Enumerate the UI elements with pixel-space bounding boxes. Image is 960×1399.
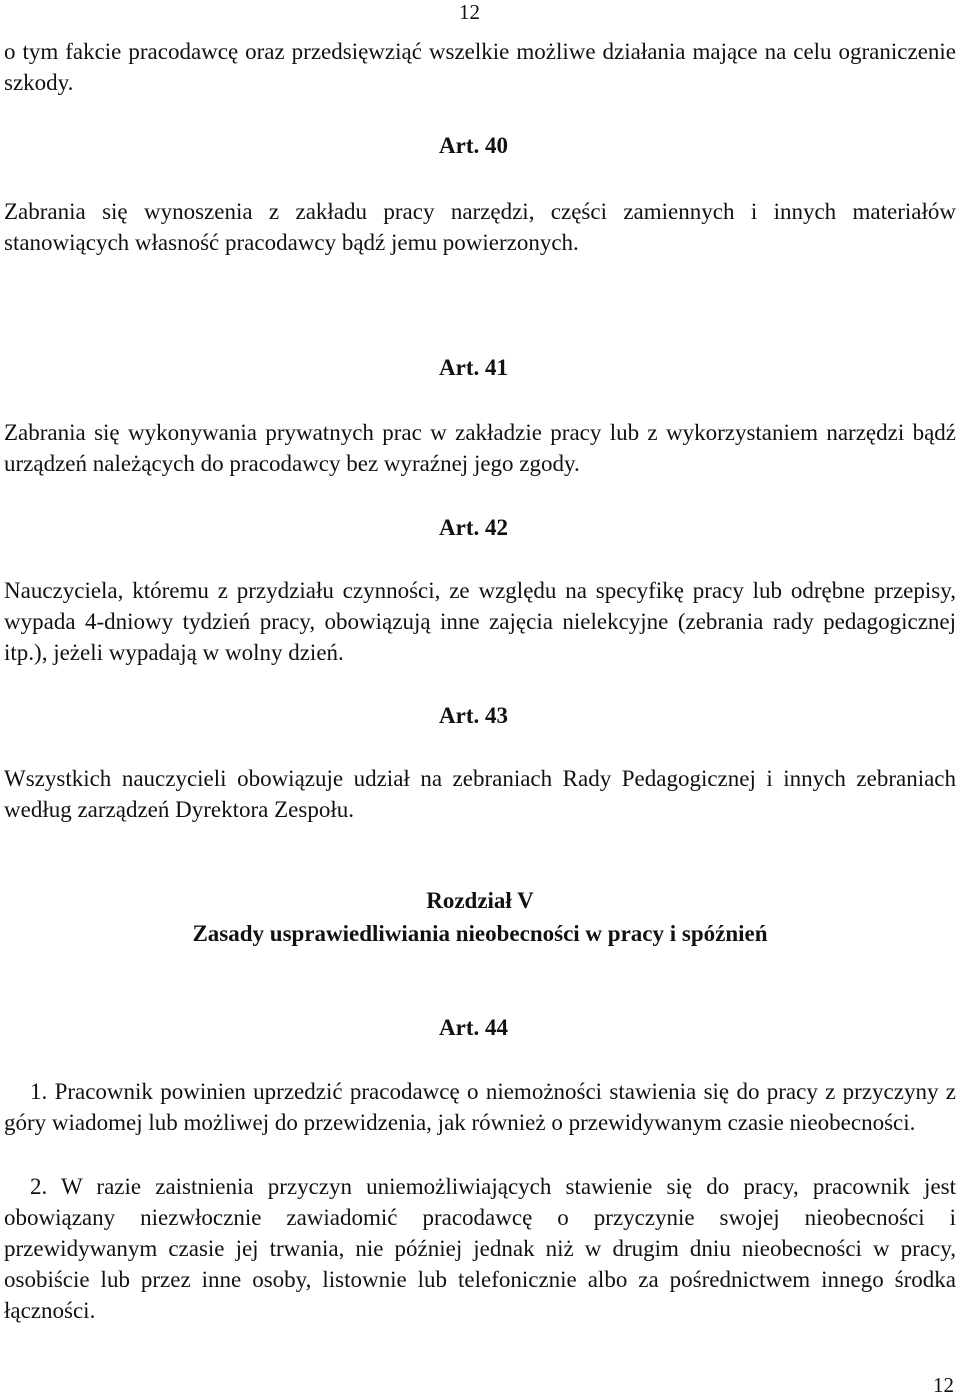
article-44-paragraph-2-text: 2. W razie zaistnienia przyczyn uniemożliwiających stawienie się do pracy, pracownik jest obowiązany niezwłocznie zawiadomić pracodawcę o przyczynie swojej nieobecności i przewidywanym czasie jej trwania, nie później jednak niż w drugim dniu nieobecności w pracy, osobiście lub przez inne osoby, listownie lub telefonicznie albo za pośrednictwem innego środka łączności. <box>4 1174 956 1323</box>
article-40-text: Zabrania się wynoszenia z zakładu pracy narzędzi, części zamiennych i innych materiałów stanowiących własność pracodawcy bądź jemu powierzonych. <box>4 199 956 255</box>
article-44-title: Art. 44 <box>439 1015 508 1040</box>
intro-paragraph: o tym fakcie pracodawcę oraz przedsięwziąć wszelkie możliwe działania mające na celu ograniczenie szkody. <box>4 39 956 95</box>
article-43-text: Wszystkich nauczycieli obowiązuje udział na zebraniach Rady Pedagogicznej i innych zebraniach według zarządzeń Dyrektora Zespołu. <box>4 766 956 822</box>
article-40-title: Art. 40 <box>439 133 508 158</box>
article-43-title: Art. 43 <box>439 703 508 728</box>
article-44-paragraph-2 <box>4 1171 956 1326</box>
article-41-text: Zabrania się wykonywania prywatnych prac w zakładzie pracy lub z wykorzystaniem narzędzi bądź urządzeń należących do pracodawcy bez wyraźnej jego zgody. <box>4 420 956 476</box>
chapter-subtitle: Zasady usprawiedliwiania nieobecności w pracy i spóźnień <box>192 921 768 946</box>
article-42-title: Art. 42 <box>439 515 508 540</box>
article-41-title: Art. 41 <box>439 355 508 380</box>
article-44-paragraph-1-text: 1. Pracownik powinien uprzedzić pracodawcę o niemożności stawienia się do pracy z przyczyny z góry wiadomej lub możliwej do przewidzenia, jak również o przewidywanym czasie nieobecności. <box>4 1079 956 1135</box>
page-number-bottom: 12 <box>933 1373 954 1397</box>
chapter-title: Rozdział V <box>426 888 534 913</box>
article-44-paragraph-1 <box>4 1076 956 1138</box>
article-42-text: Nauczyciela, któremu z przydziału czynności, ze względu na specyfikę pracy lub odrębne przepisy, wypada 4-dniowy tydzień pracy, obowiązują inne zajęcia nielekcyjne (zebrania rady pedagogicznej itp.), jeżeli wypadają w wolny dzień. <box>4 578 956 665</box>
page-number-top: 12 <box>459 0 480 24</box>
